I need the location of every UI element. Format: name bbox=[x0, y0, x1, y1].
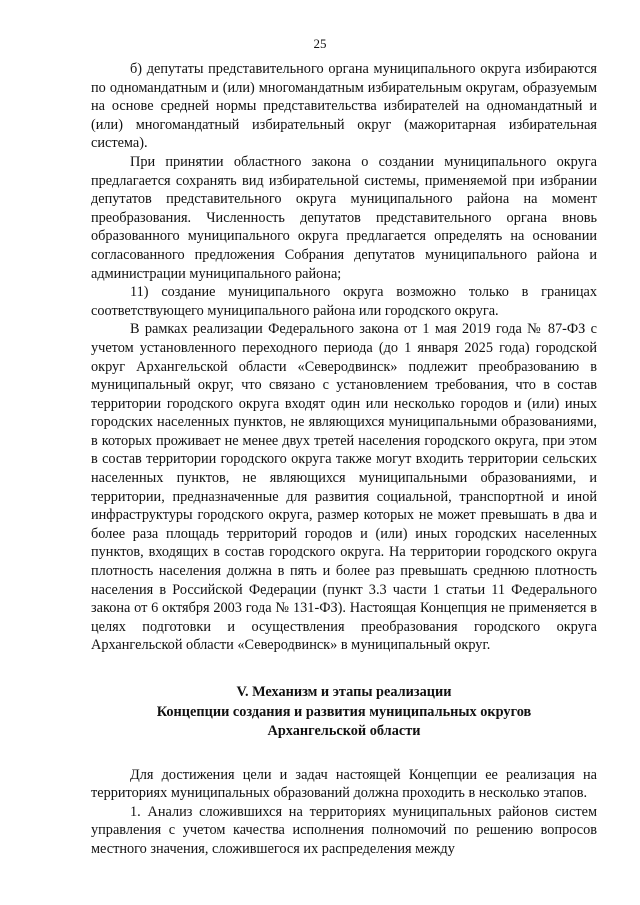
paragraph-stage-1: 1. Анализ сложившихся на территориях муниципальных районов систем управления с учетом качества исполнения полномочий по решению вопросов местного значения, сложившегося их распределения между bbox=[91, 803, 597, 857]
paragraph-deputies-elected: б) депутаты представительного органа муниципального округа избираются по одномандатным и (или) многомандатным избирательным округам, образуемым на основе средней нормы представительства избирателей на одномандатный и (или) многомандатный избирательный округ (мажоритарная избирательная система). bbox=[91, 61, 597, 152]
paragraph-item-11: 11) создание муниципального округа возможно только в границах соответствующего муниципального района или городского округа. bbox=[91, 284, 597, 319]
section-heading bbox=[91, 683, 597, 742]
section-heading-line-1: V. Механизм и этапы реализации bbox=[236, 684, 452, 700]
paragraph-stages-intro: Для достижения цели и задач настоящей Концепции ее реализация на территориях муниципальных образований должна проходить в несколько этапов. bbox=[91, 766, 597, 802]
page-number: 25 bbox=[313, 36, 327, 51]
paragraph-electoral-system: При принятии областного закона о создании муниципального округа предлагается сохранять вид избирательной системы, применяемой при избрании депутатов представительного округа муниципального района на момент преобразования. Численность депутатов представительного органа вновь образованного муниципального округа предлагается определять на основании согласованного предложения Собрания депутатов муниципального района и администрации муниципального района; bbox=[91, 153, 597, 282]
section-heading-line-3: Архангельской области bbox=[267, 723, 421, 739]
section-heading-line-2: Концепции создания и развития муниципальных округов bbox=[156, 703, 532, 720]
document-body bbox=[91, 60, 597, 858]
paragraph-severodvinsk: В рамках реализации Федерального закона от 1 мая 2019 года № 87-ФЗ с учетом установленного переходного периода (до 1 января 2025 года) городской округ Архангельской области «Северодвинск» подлежит преобразованию в муниципальный округ, что связано с установлением требования, что в состав территории городского округа входят один или несколько городов и (или) иных городских населенных пунктов, не являющихся муниципальными образованиями, в которых проживает не менее двух третей населения городского округа, при этом в состав территории городского округа также могут входить территории сельских населенных пунктов, не являющихся муниципальными образованиями, и территории, предназначенные для развития социальной, транспортной и иной инфраструктуры городского округа, размер которых не может превышать в два и более раза площадь территорий городов и (или) иных городских населенных пунктов, входящих в состав городского округа. На территории городского округа плотность населения должна в пять и более раз превышать среднюю плотность населения в Российской Федерации (пункт 3.3 части 1 статьи 11 Федерального закона от 6 октября 2003 года № 131-ФЗ). Настоящая Концепция не применяется в целях подготовки и осуществления преобразования городского округа Архангельской области «Северодвинск» в муниципальный округ. bbox=[91, 321, 597, 654]
